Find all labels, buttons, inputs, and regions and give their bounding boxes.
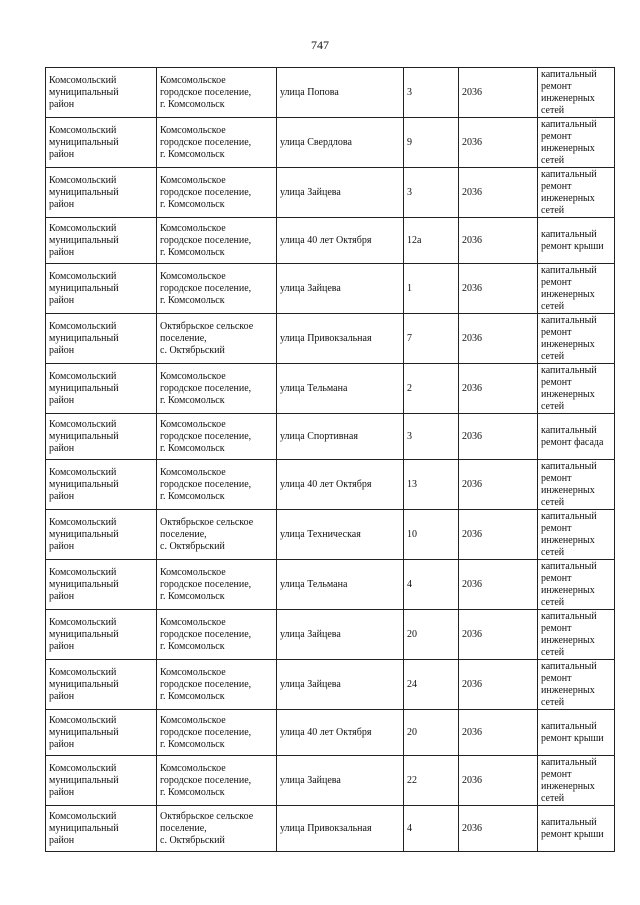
district-cell: Комсомольский муниципальный район	[46, 756, 157, 806]
district-cell: Комсомольский муниципальный район	[46, 364, 157, 414]
settlement-cell: Комсомольское городское поселение, г. Комсомольск	[157, 560, 277, 610]
district-cell: Комсомольский муниципальный район	[46, 610, 157, 660]
street-cell: улица Зайцева	[277, 168, 404, 218]
table-row	[46, 756, 615, 806]
settlement-cell: Комсомольское городское поселение, г. Комсомольск	[157, 118, 277, 168]
table-row	[46, 610, 615, 660]
house-number-cell: 9	[404, 118, 459, 168]
house-number-cell: 12а	[404, 218, 459, 264]
settlement-cell: Комсомольское городское поселение, г. Комсомольск	[157, 460, 277, 510]
house-number-cell: 22	[404, 756, 459, 806]
year-cell: 2036	[459, 460, 538, 510]
district-cell: Комсомольский муниципальный район	[46, 510, 157, 560]
street-cell: улица Спортивная	[277, 414, 404, 460]
street-cell: улица 40 лет Октября	[277, 710, 404, 756]
house-number-cell: 4	[404, 806, 459, 852]
district-cell: Комсомольский муниципальный район	[46, 168, 157, 218]
settlement-cell: Комсомольское городское поселение, г. Комсомольск	[157, 364, 277, 414]
street-cell: улица Попова	[277, 68, 404, 118]
house-number-cell: 3	[404, 68, 459, 118]
house-number-cell: 20	[404, 610, 459, 660]
year-cell: 2036	[459, 264, 538, 314]
year-cell: 2036	[459, 510, 538, 560]
house-number-cell: 1	[404, 264, 459, 314]
settlement-cell: Комсомольское городское поселение, г. Комсомольск	[157, 68, 277, 118]
table-row	[46, 168, 615, 218]
house-number-cell: 20	[404, 710, 459, 756]
work-type-cell: капитальный ремонт инженерных сетей	[538, 118, 615, 168]
work-type-cell: капитальный ремонт инженерных сетей	[538, 168, 615, 218]
work-type-cell: капитальный ремонт инженерных сетей	[538, 460, 615, 510]
work-type-cell: капитальный ремонт фасада	[538, 414, 615, 460]
year-cell: 2036	[459, 610, 538, 660]
table-row	[46, 460, 615, 510]
street-cell: улица Зайцева	[277, 660, 404, 710]
table-row	[46, 218, 615, 264]
table-row	[46, 364, 615, 414]
settlement-cell: Комсомольское городское поселение, г. Комсомольск	[157, 218, 277, 264]
year-cell: 2036	[459, 660, 538, 710]
table-row	[46, 314, 615, 364]
work-type-cell: капитальный ремонт крыши	[538, 806, 615, 852]
year-cell: 2036	[459, 806, 538, 852]
year-cell: 2036	[459, 168, 538, 218]
settlement-cell: Октябрьское сельское поселение, с. Октябрьский	[157, 314, 277, 364]
district-cell: Комсомольский муниципальный район	[46, 806, 157, 852]
settlement-cell: Комсомольское городское поселение, г. Комсомольск	[157, 660, 277, 710]
house-number-cell: 3	[404, 414, 459, 460]
district-cell: Комсомольский муниципальный район	[46, 660, 157, 710]
district-cell: Комсомольский муниципальный район	[46, 218, 157, 264]
street-cell: улица 40 лет Октября	[277, 218, 404, 264]
settlement-cell: Комсомольское городское поселение, г. Комсомольск	[157, 710, 277, 756]
work-type-cell: капитальный ремонт инженерных сетей	[538, 756, 615, 806]
year-cell: 2036	[459, 710, 538, 756]
settlement-cell: Комсомольское городское поселение, г. Комсомольск	[157, 168, 277, 218]
work-type-cell: капитальный ремонт инженерных сетей	[538, 510, 615, 560]
work-type-cell: капитальный ремонт крыши	[538, 218, 615, 264]
house-number-cell: 4	[404, 560, 459, 610]
work-type-cell: капитальный ремонт крыши	[538, 710, 615, 756]
table-row	[46, 68, 615, 118]
table-row	[46, 118, 615, 168]
work-type-cell: капитальный ремонт инженерных сетей	[538, 610, 615, 660]
table-row	[46, 710, 615, 756]
house-number-cell: 2	[404, 364, 459, 414]
table-row	[46, 806, 615, 852]
street-cell: улица Зайцева	[277, 610, 404, 660]
house-number-cell: 10	[404, 510, 459, 560]
street-cell: улица Тельмана	[277, 560, 404, 610]
street-cell: улица Тельмана	[277, 364, 404, 414]
settlement-cell: Октябрьское сельское поселение, с. Октябрьский	[157, 510, 277, 560]
settlement-cell: Комсомольское городское поселение, г. Комсомольск	[157, 414, 277, 460]
year-cell: 2036	[459, 314, 538, 364]
settlement-cell: Комсомольское городское поселение, г. Комсомольск	[157, 756, 277, 806]
street-cell: улица Привокзальная	[277, 314, 404, 364]
work-type-cell: капитальный ремонт инженерных сетей	[538, 68, 615, 118]
settlement-cell: Октябрьское сельское поселение, с. Октябрьский	[157, 806, 277, 852]
street-cell: улица Привокзальная	[277, 806, 404, 852]
settlement-cell: Комсомольское городское поселение, г. Комсомольск	[157, 610, 277, 660]
district-cell: Комсомольский муниципальный район	[46, 560, 157, 610]
work-type-cell: капитальный ремонт инженерных сетей	[538, 364, 615, 414]
table-row	[46, 264, 615, 314]
district-cell: Комсомольский муниципальный район	[46, 264, 157, 314]
district-cell: Комсомольский муниципальный район	[46, 314, 157, 364]
district-cell: Комсомольский муниципальный район	[46, 118, 157, 168]
district-cell: Комсомольский муниципальный район	[46, 460, 157, 510]
table-row	[46, 510, 615, 560]
year-cell: 2036	[459, 218, 538, 264]
street-cell: улица 40 лет Октября	[277, 460, 404, 510]
year-cell: 2036	[459, 68, 538, 118]
page-number: 747	[311, 38, 329, 52]
house-number-cell: 3	[404, 168, 459, 218]
year-cell: 2036	[459, 364, 538, 414]
work-type-cell: капитальный ремонт инженерных сетей	[538, 314, 615, 364]
street-cell: улица Техническая	[277, 510, 404, 560]
registry-table	[45, 67, 615, 852]
house-number-cell: 13	[404, 460, 459, 510]
work-type-cell: капитальный ремонт инженерных сетей	[538, 560, 615, 610]
street-cell: улица Зайцева	[277, 264, 404, 314]
year-cell: 2036	[459, 756, 538, 806]
house-number-cell: 24	[404, 660, 459, 710]
registry-table-body	[46, 68, 615, 852]
table-row	[46, 560, 615, 610]
year-cell: 2036	[459, 560, 538, 610]
district-cell: Комсомольский муниципальный район	[46, 68, 157, 118]
year-cell: 2036	[459, 414, 538, 460]
house-number-cell: 7	[404, 314, 459, 364]
table-row	[46, 660, 615, 710]
street-cell: улица Свердлова	[277, 118, 404, 168]
settlement-cell: Комсомольское городское поселение, г. Комсомольск	[157, 264, 277, 314]
year-cell: 2036	[459, 118, 538, 168]
street-cell: улица Зайцева	[277, 756, 404, 806]
work-type-cell: капитальный ремонт инженерных сетей	[538, 660, 615, 710]
work-type-cell: капитальный ремонт инженерных сетей	[538, 264, 615, 314]
district-cell: Комсомольский муниципальный район	[46, 710, 157, 756]
district-cell: Комсомольский муниципальный район	[46, 414, 157, 460]
table-row	[46, 414, 615, 460]
